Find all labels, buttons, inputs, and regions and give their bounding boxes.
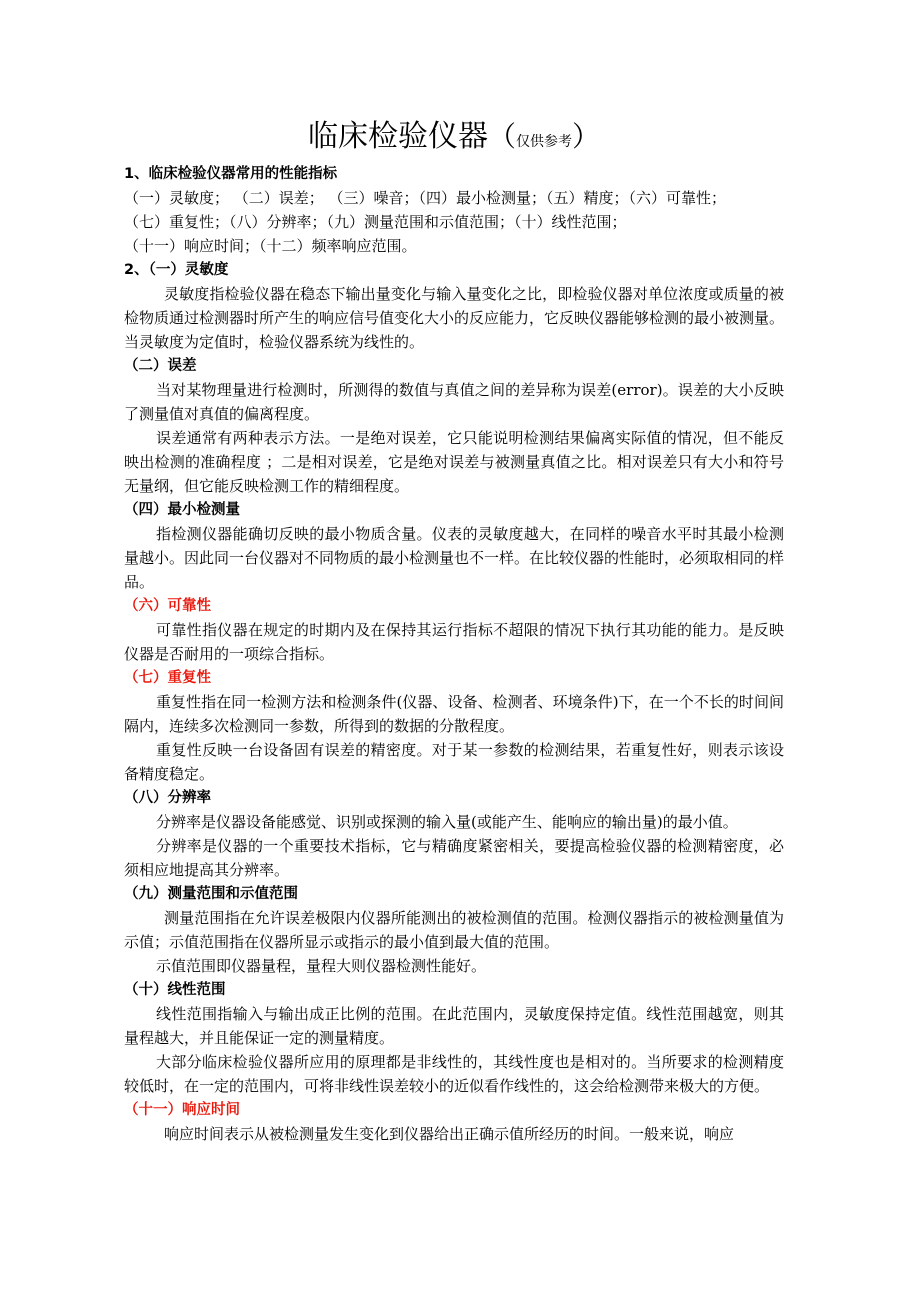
document-page [124,112,784,1146]
paragraph: 示值范围即仪器量程，量程大则仪器检测性能好。 [156,957,487,975]
section-heading-highlighted: （六）可靠性 [124,598,211,614]
page-title [124,112,784,162]
paragraph: 重复性指在同一检测方法和检测条件(仪器、设备、检测者、环境条件)下，在一个不长的时间间隔内，连续多次检测同一参数，所得到的数据的分散程度。 [124,693,784,735]
section-heading: 2、（一）灵敏度 [124,262,229,278]
section-heading: （十）线性范围 [124,982,226,998]
paragraph: 指检测仪器能确切反映的最小物质含量。仪表的灵敏度越大，在同样的噪音水平时其最小检测量越小。因此同一台仪器对不同物质的最小检测量也不一样。在比较仪器的性能时，必须取相同的样品。 [124,525,785,591]
title-main: 临床检验仪器 [307,119,488,154]
section-heading-highlighted: （七）重复性 [124,670,211,686]
section-heading: （四）最小检测量 [124,502,240,518]
section-heading: （九）测量范围和示值范围 [124,886,298,902]
indicator-line: （十一）响应时间；（十二）频率响应范围。 [124,237,417,255]
title-close-paren: ） [572,120,601,153]
paragraph: 灵敏度指检验仪器在稳态下输出量变化与输入量变化之比，即检验仪器对单位浓度或质量的被检物质通过检测器时所产生的响应信号值变化大小的反应能力，它反映仪器能够检测的最小被测量。当灵敏度为定值时，检验仪器系统为线性的。 [124,285,785,351]
paragraph: 重复性反映一台设备固有误差的精密度。对于某一参数的检测结果，若重复性好，则表示该设备精度稳定。 [124,741,784,783]
section-heading: 1、临床检验仪器常用的性能指标 [124,166,338,182]
section-heading-highlighted: （十一）响应时间 [124,1102,240,1118]
section-heading: （八）分辨率 [124,790,211,806]
paragraph: 可靠性指仪器在规定的时期内及在保持其运行指标不超限的情况下执行其功能的能力。是反映仪器是否耐用的一项综合指标。 [124,621,784,663]
paragraph: 误差通常有两种表示方法。一是绝对误差，它只能说明检测结果偏离实际值的情况，但不能反映出检测的准确程度 ；二是相对误差，它是绝对误差与被测量真值之比。相对误差只有大小和符号无量纲，但它能反映检测工作的精细程度。 [124,429,784,495]
title-subtitle: 仅供参考 [516,134,572,150]
paragraph: 测量范围指在允许误差极限内仪器所能测出的被检测值的范围。检测仪器指示的被检测量值为示值；示值范围指在仪器所显示或指示的最小值到最大值的范围。 [124,909,784,951]
indicator-line: （一）灵敏度； （二）误差； （三）噪音；（四）最小检测量；（五）精度；（六）可靠性； [124,189,727,207]
paragraph: 线性范围指输入与输出成正比例的范围。在此范围内，灵敏度保持定值。线性范围越宽，则其量程越大，并且能保证一定的测量精度。 [124,1005,784,1047]
indicator-line: （七）重复性；（八）分辨率；（九）测量范围和示值范围；（十）线性范围； [124,213,627,231]
section-heading: （二）误差 [124,358,197,374]
paragraph: 大部分临床检验仪器所应用的原理都是非线性的，其线性度也是相对的。当所要求的检测精度较低时，在一定的范围内，可将非线性误差较小的近似看作线性的，这会给检测带来极大的方便。 [124,1053,784,1095]
paragraph: 响应时间表示从被检测量发生变化到仪器给出正确示值所经历的时间。一般来说，响应 [164,1125,735,1143]
paragraph: 分辨率是仪器设备能感觉、识别或探测的输入量(或能产生、能响应的输出量)的最小值。 [156,813,738,831]
paragraph: 分辨率是仪器的一个重要技术指标，它与精确度紧密相关，要提高检验仪器的检测精密度，必须相应地提高其分辨率。 [124,837,784,879]
paragraph: 当对某物理量进行检测时，所测得的数值与真值之间的差异称为误差(error)。误差的大小反映了测量值对真值的偏离程度。 [124,381,784,423]
title-open-paren: （ [487,120,516,153]
